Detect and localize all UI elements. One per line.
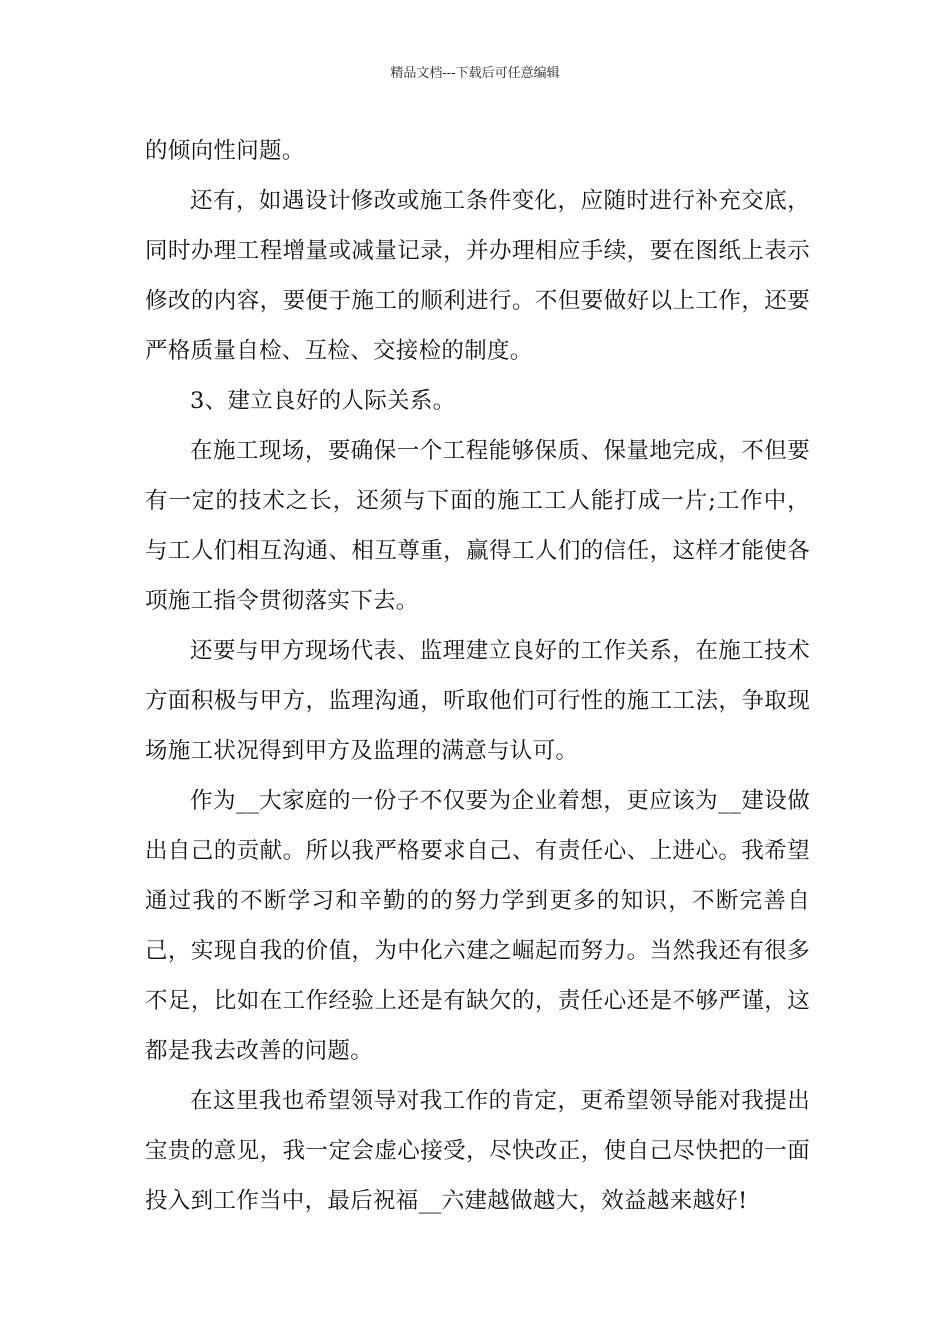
document-body bbox=[145, 126, 810, 1226]
paragraph-1: 的倾向性问题。 bbox=[145, 138, 305, 164]
page-header: 精品文档---下载后可任意编辑 bbox=[390, 66, 560, 81]
paragraph-7: 在这里我也希望领导对我工作的肯定，更希望领导能对我提出宝贵的意见，我一定会虚心接受，尽快改正，使自己尽快把的一面投入到工作当中，最后祝福__六建越做越大，效益越来越好! bbox=[145, 1088, 810, 1214]
section-heading-3: 3、建立良好的人际关系。 bbox=[190, 388, 456, 414]
paragraph-6: 作为__大家庭的一份子不仅要为企业着想，更应该为__建设做出自己的贡献。所以我严格要求自己、有责任心、上进心。我希望通过我的不断学习和辛勤的的努力学到更多的知识，不断完善自己，实现自我的价值，为中化六建之崛起而努力。当然我还有很多不足，比如在工作经验上还是有缺欠的，责任心还是不够严谨，这都是我去改善的问题。 bbox=[145, 788, 810, 1064]
paragraph-2: 还有，如遇设计修改或施工条件变化，应随时进行补充交底，同时办理工程增量或减量记录，并办理相应手续，要在图纸上表示修改的内容，要便于施工的顺利进行。不但要做好以上工作，还要严格质量自检、互检、交接检的制度。 bbox=[145, 188, 810, 364]
paragraph-4: 在施工现场，要确保一个工程能够保质、保量地完成，不但要有一定的技术之长，还须与下面的施工工人能打成一片;工作中，与工人们相互沟通、相互尊重，赢得工人们的信任，这样才能使各项施工指令贯彻落实下去。 bbox=[145, 438, 810, 614]
paragraph-5: 还要与甲方现场代表、监理建立良好的工作关系，在施工技术方面积极与甲方，监理沟通，听取他们可行性的施工工法，争取现场施工状况得到甲方及监理的满意与认可。 bbox=[145, 638, 810, 764]
